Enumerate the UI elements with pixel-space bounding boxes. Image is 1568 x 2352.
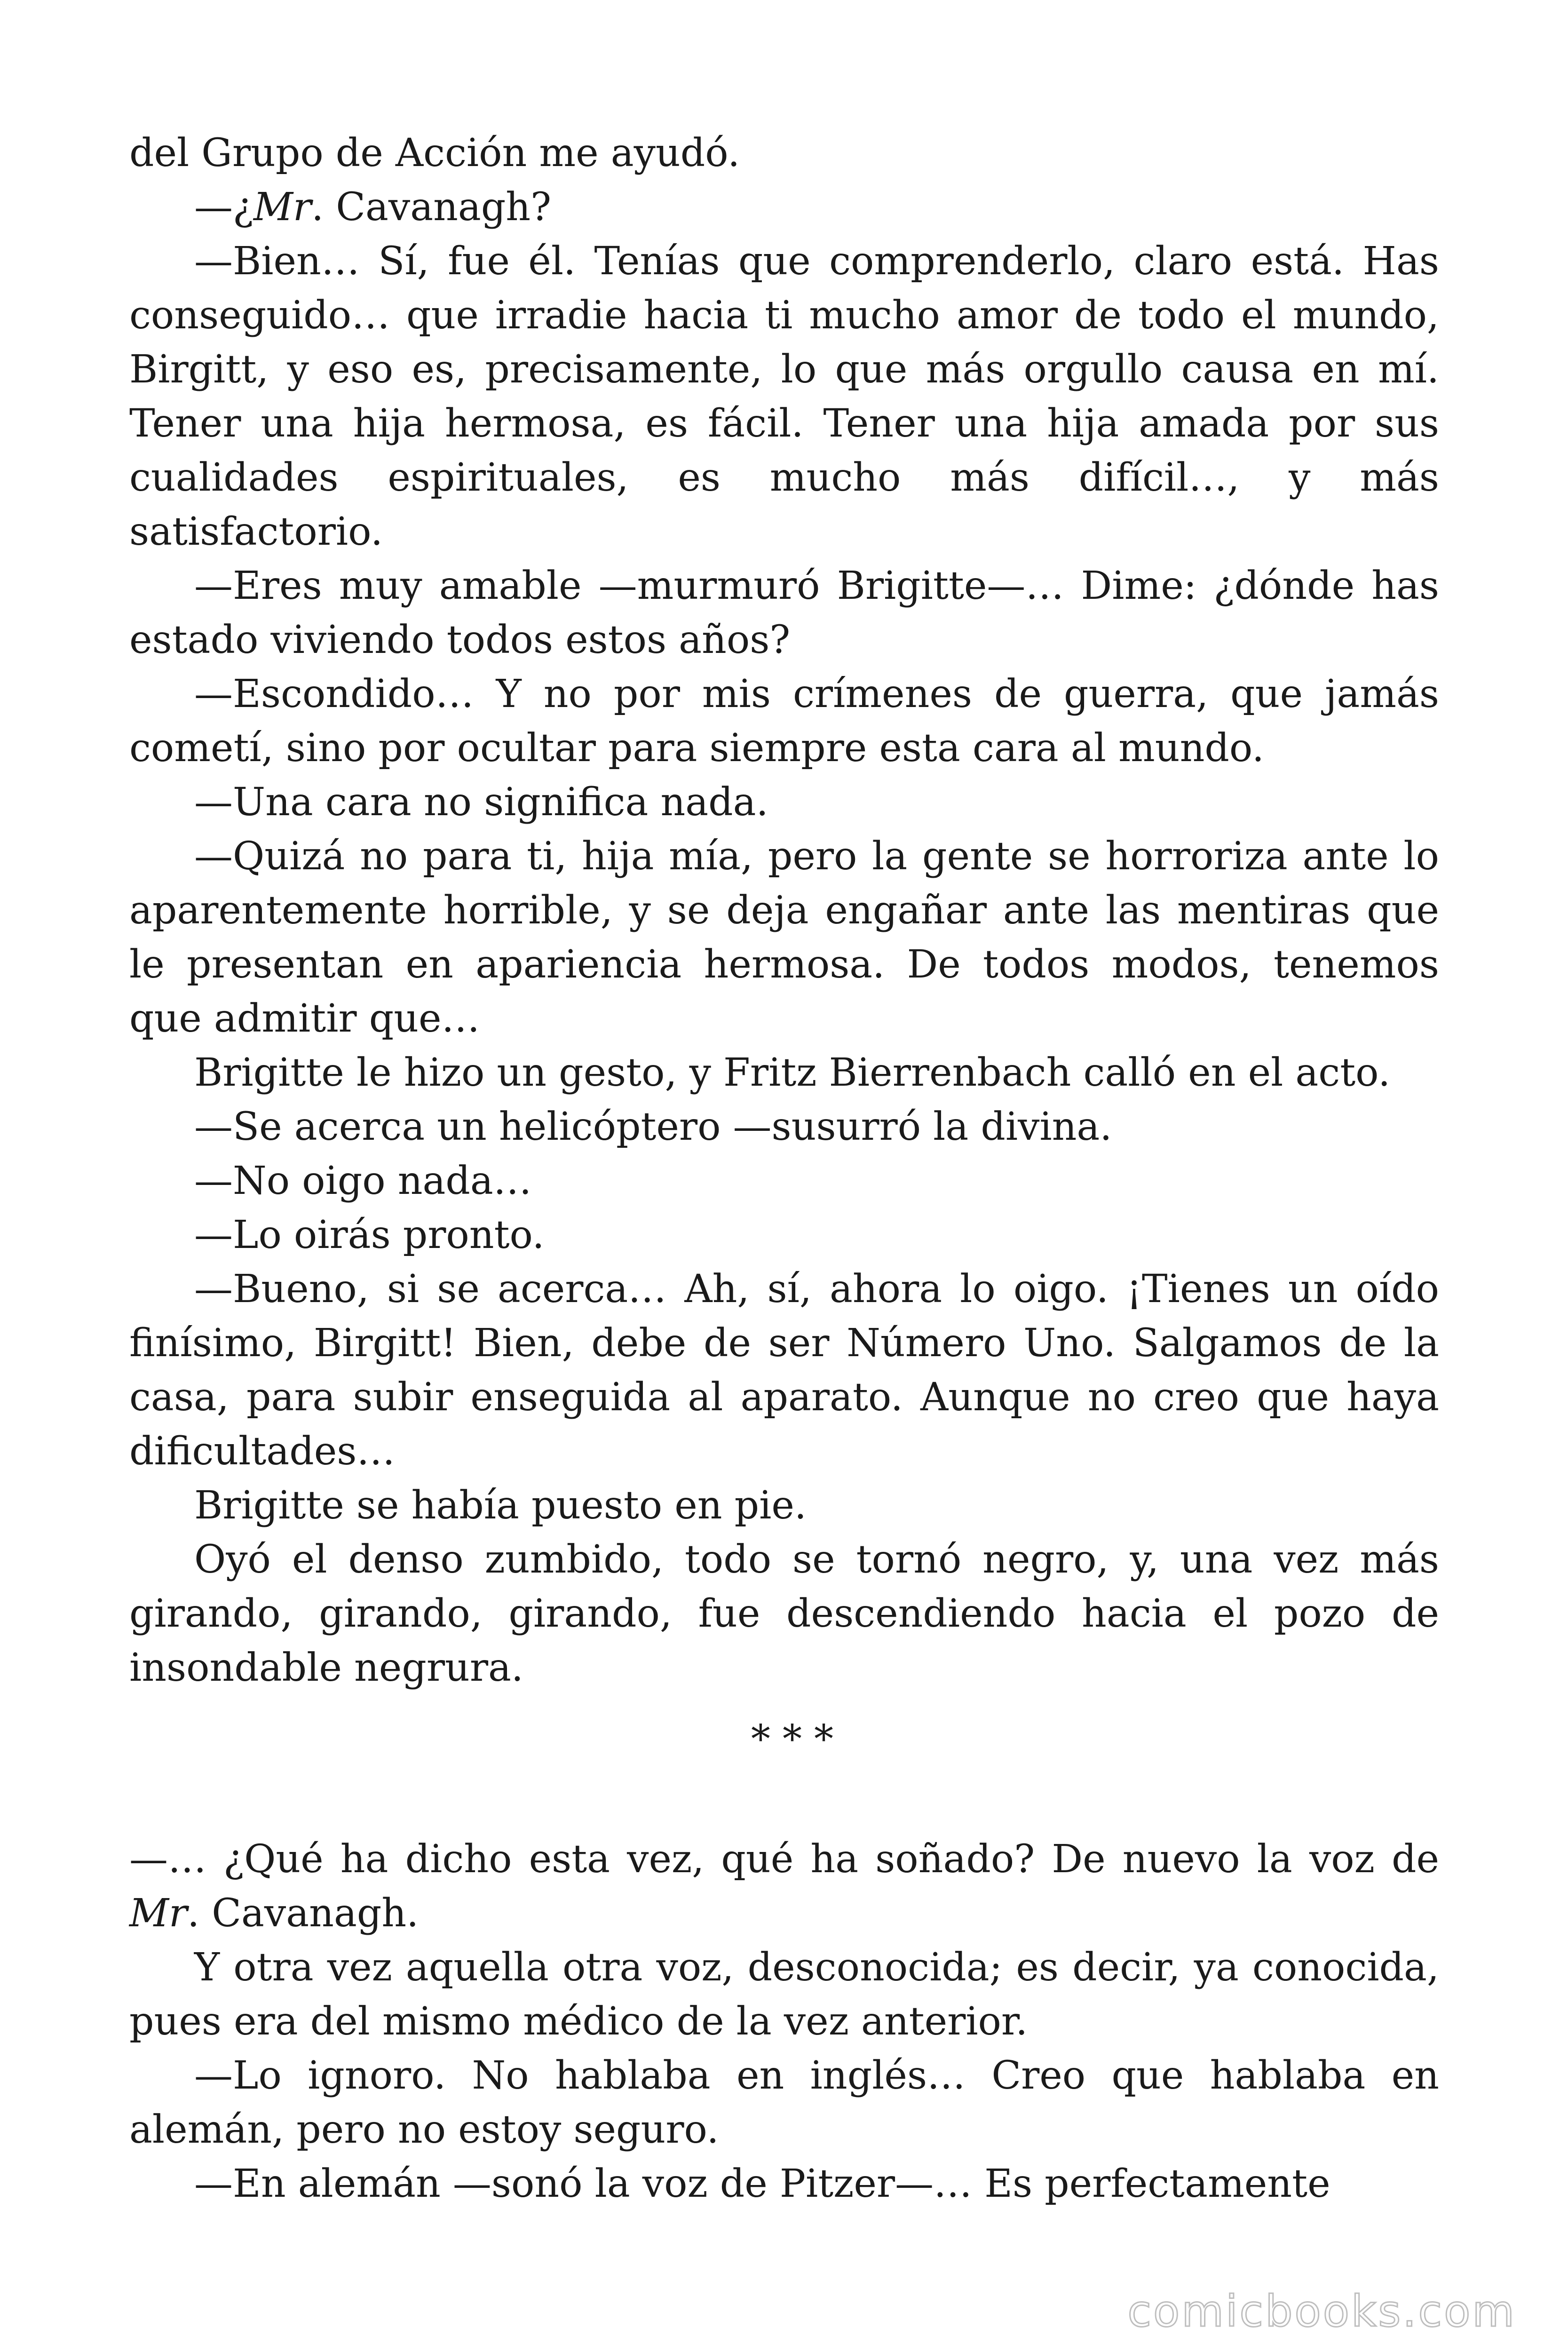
paragraph: —Lo ignoro. No hablaba en inglés… Creo que hablaba en alemán, pero no estoy seguro. [129,2053,1439,2152]
paragraph: —… ¿Qué ha dicho esta vez, qué ha soñado? De nuevo la voz de Mr. Cavanagh. [129,1837,1439,1936]
paragraph: —Quizá no para ti, hija mía, pero la gente se horroriza ante lo aparentemente horrible, y se deja engañar ante las mentiras que le presentan en apariencia hermosa. De todos modos, tenemos que admitir que… [129,834,1439,1041]
text-block-bottom [129,1832,1439,2211]
paragraph: —¿Mr. Cavanagh? [194,185,552,230]
paragraph: del Grupo de Acción me ayudó. [129,131,740,175]
paragraph: —Escondido… Y no por mis crímenes de guerra, que jamás cometí, sino por ocultar para siempre esta cara al mundo. [129,672,1439,771]
watermark: comicbooks.com [1127,2286,1516,2336]
italic-honorific: Mr [253,185,312,230]
paragraph: —Bien… Sí, fue él. Tenías que comprenderlo, claro está. Has conseguido… que irradie hacia ti mucho amor de todo el mundo, Birgitt, y eso es, precisamente, lo que más orgullo causa en mí. Tener una hija hermosa, es fácil. Tener una hija amada por sus cualidades espirituales, es mucho más difícil…, y más satisfactorio. [129,239,1439,554]
paragraph: —No oigo nada… [194,1159,532,1203]
paragraph: Brigitte se había puesto en pie. [194,1483,807,1528]
paragraph: —Se acerca un helicóptero —susurró la divina. [194,1104,1112,1149]
paragraph: Brigitte le hizo un gesto, y Fritz Bierrenbach calló en el acto. [194,1050,1391,1095]
paragraph: Oyó el denso zumbido, todo se tornó negro, y, una vez más girando, girando, girando, fue descendiendo hacia el pozo de insondable negrura. [129,1537,1439,1690]
paragraph: —Eres muy amable —murmuró Brigitte—… Dime: ¿dónde has estado viviendo todos estos años? [129,564,1439,662]
paragraph: Y otra vez aquella otra voz, desconocida; es decir, ya conocida, pues era del mismo médico de la vez anterior. [129,1945,1439,2044]
italic-honorific: Mr [129,1891,188,1936]
text-block-top [129,126,1439,1695]
paragraph: —Lo oirás pronto. [194,1213,545,1257]
paragraph: —Una cara no significa nada. [194,780,768,825]
paragraph: —En alemán —sonó la voz de Pitzer—… Es perfectamente [194,2161,1330,2206]
paragraph: —Bueno, si se acerca… Ah, sí, ahora lo oigo. ¡Tienes un oído finísimo, Birgitt! Bien, debe de ser Número Uno. Salgamos de la casa, para subir enseguida al aparato. Aunque no creo que haya dificultades… [129,1267,1439,1474]
section-separator: * * * [751,1717,834,1762]
